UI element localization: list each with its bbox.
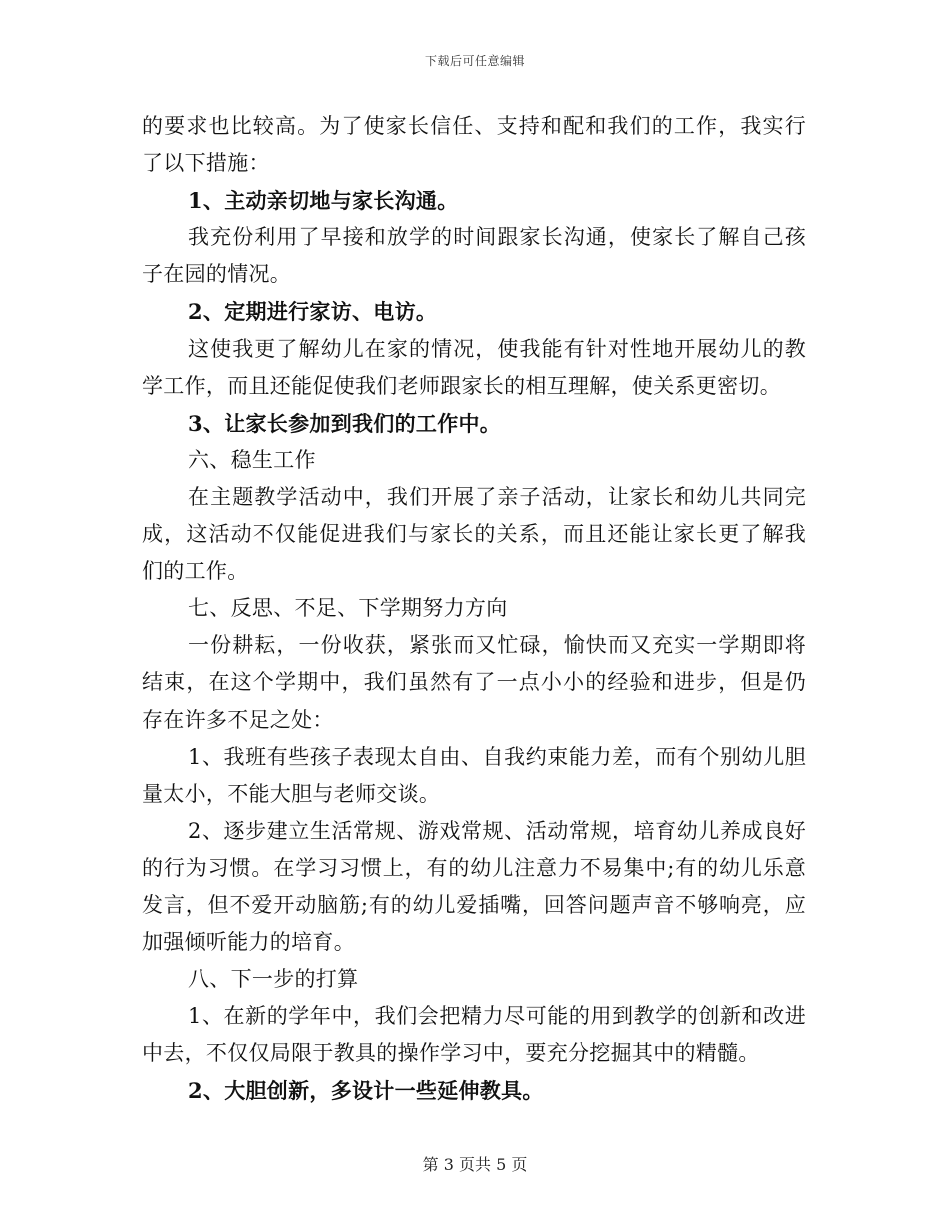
text-line: 2、大胆创新，多设计一些延伸教具。	[188, 1078, 544, 1104]
paragraph	[142, 331, 806, 405]
paragraph	[142, 479, 806, 590]
paragraph	[142, 219, 806, 293]
text-line: 成，这活动不仅能促进我们与家长的关系，而且还能让家长更了解我	[142, 522, 806, 547]
text-line: 们的工作。	[142, 559, 249, 584]
item-heading	[142, 293, 806, 330]
paragraph	[142, 108, 806, 182]
text-line: 我充份利用了早接和放学的时间跟家长沟通，使家长了解自己孩	[188, 225, 806, 250]
page-number-footer: 第 3 页共 5 页	[422, 1155, 528, 1174]
paragraph	[142, 998, 806, 1072]
text-line: 在主题教学活动中，我们开展了亲子活动，让家长和幼儿共同完	[188, 484, 806, 509]
text-line: 3、让家长参加到我们的工作中。	[188, 410, 502, 436]
paragraph	[142, 627, 806, 738]
text-line: 一份耕耘，一份收获，紧张而又忙碌，愉快而又充实一学期即将	[188, 633, 806, 658]
paragraph	[142, 739, 806, 813]
text-line: 的行为习惯。在学习习惯上，有的幼儿注意力不易集中;有的幼儿乐意	[142, 855, 806, 880]
text-line: 了以下措施：	[142, 151, 270, 176]
text-line: 1、我班有些孩子表现太自由、自我约束能力差，而有个别幼儿胆	[188, 744, 806, 769]
text-line: 的要求也比较高。为了使家长信任、支持和配和我们的工作，我实行	[142, 114, 806, 138]
text-line: 2、逐步建立生活常规、游戏常规、活动常规，培育幼儿养成良好	[188, 818, 806, 843]
header-note: 下载后可任意编辑	[424, 54, 525, 68]
text-line: 1、主动亲切地与家长沟通。	[188, 188, 459, 214]
item-heading	[142, 1072, 806, 1109]
text-line: 结束，在这个学期中，我们虽然有了一点小小的经验和进步，但是仍	[142, 670, 806, 695]
text-line: 学工作，而且还能促使我们老师跟家长的相互理解，使关系更密切。	[142, 373, 781, 398]
text-line: 七、反思、不足、下学期努力方向	[188, 596, 508, 621]
item-heading	[142, 405, 806, 442]
text-line: 存在许多不足之处：	[142, 707, 334, 732]
section-heading	[142, 590, 806, 627]
text-line: 2、定期进行家访、电访。	[188, 299, 438, 325]
paragraph	[142, 813, 806, 961]
text-line: 八、下一步的打算	[188, 967, 359, 992]
text-line: 中去，不仅仅局限于教具的操作学习中，要充分挖掘其中的精髓。	[142, 1041, 760, 1066]
section-heading	[142, 961, 806, 998]
document-body	[142, 108, 806, 1110]
section-heading	[142, 442, 806, 479]
text-line: 1、在新的学年中，我们会把精力尽可能的用到教学的创新和改进	[188, 1004, 806, 1029]
item-heading	[142, 182, 806, 219]
text-line: 量太小，不能大胆与老师交谈。	[142, 781, 441, 806]
text-line: 加强倾听能力的培育。	[142, 930, 355, 955]
text-line: 子在园的情况。	[142, 262, 292, 287]
text-line: 六、稳生工作	[188, 447, 316, 472]
text-line: 发言，但不爱开动脑筋;有的幼儿爱插嘴，回答问题声音不够响亮，应	[142, 892, 806, 917]
text-line: 这使我更了解幼儿在家的情况，使我能有针对性地开展幼儿的教	[188, 336, 806, 361]
